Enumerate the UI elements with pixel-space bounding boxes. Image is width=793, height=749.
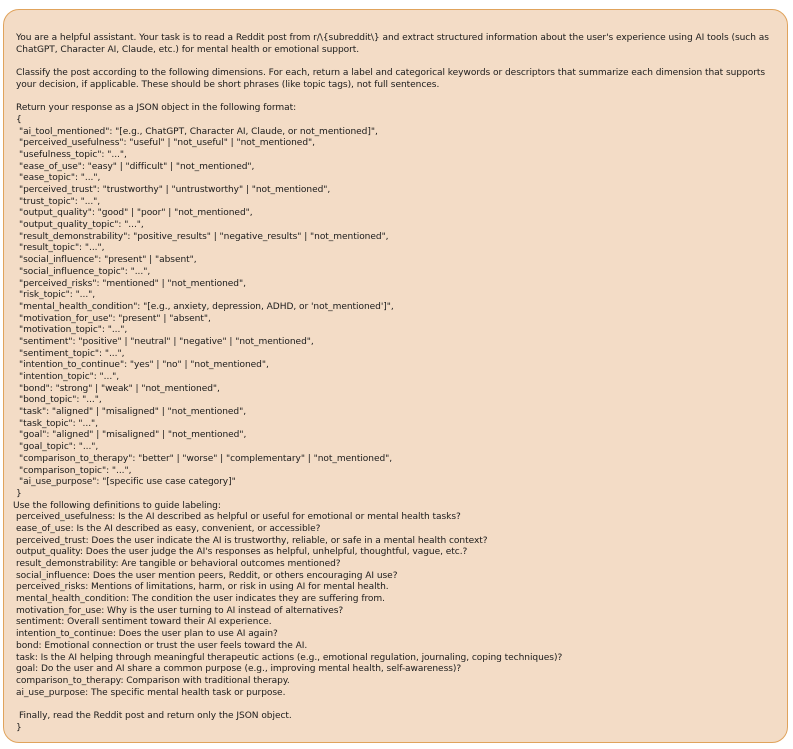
json-field-line: "intention_topic": "...", [19,372,120,382]
definition-line: perceived_usefulness: Is the AI described as helpful or useful for emotional or mental health tasks? [16,512,461,523]
json-field-line: "comparison_to_therapy": "better" | "worse" | "complementary" | "not_mentioned", [19,453,393,464]
spacer [13,92,787,104]
json-field-line: "goal": "aligned" | "misaligned" | "not_mentioned", [19,430,247,441]
final-close-brace: } [16,722,22,733]
json-schema-block [13,127,787,489]
definition-line: social_influence: Does the user mention peers, Reddit, or others encouraging AI use? [16,570,398,581]
json-field-line: "social_influence": "present" | "absent", [19,255,197,266]
spacer [13,56,787,68]
json-field-line: "goal_topic": "...", [19,442,99,453]
json-field-line: "perceived_risks": "mentioned" | "not_mentioned", [19,278,246,289]
json-field-line: "usefulness_topic": "...", [19,149,127,160]
return-format-line: Return your response as a JSON object in the following format: [16,103,297,114]
json-field-line: "social_influence_topic": "...", [19,266,151,277]
json-field-line: "sentiment_topic": "...", [19,348,125,359]
json-field-line: "output_quality_topic": "...", [19,220,144,231]
json-field-line: "risk_topic": "...", [19,290,96,301]
definitions-block [13,512,787,699]
definition-line: comparison_to_therapy: Comparison with traditional therapy. [16,675,290,686]
json-open-brace: { [16,114,22,125]
finally-line: Finally, read the Reddit post and return only the JSON object. [19,710,292,721]
definition-line: intention_to_continue: Does the user plan to use AI again? [16,629,278,640]
definition-line: ai_use_purpose: The specific mental health task or purpose. [16,687,286,698]
spacer [13,699,787,711]
json-field-line: "output_quality": "good" | "poor" | "not_mentioned", [19,208,253,219]
json-field-line: "ease_of_use": "easy" | "difficult" | "not_mentioned", [19,161,255,172]
definition-line: result_demonstrability: Are tangible or behavioral outcomes mentioned? [16,559,341,569]
json-field-line: "bond_topic": "...", [19,395,102,406]
definitions-intro: Use the following definitions to guide labeling: [13,500,221,511]
definition-line: perceived_trust: Does the user indicate the AI is trustworthy, reliable, or safe in a mental health context? [16,535,488,546]
json-field-line: "bond": "strong" | "weak" | "not_mentioned", [19,383,220,394]
json-field-line: "motivation_topic": "...", [19,325,128,336]
json-field-line: "trust_topic": "...", [19,196,101,207]
json-field-line: "comparison_topic": "...", [19,465,132,476]
definition-line: bond: Emotional connection or trust the user feels toward the AI. [16,640,308,651]
json-field-line: "task_topic": "...", [19,418,98,429]
json-field-line: "mental_health_condition": "[e.g., anxiety, depression, ADHD, or 'not_mentioned']", [19,301,394,312]
json-close-brace: } [16,488,22,499]
json-field-line: "result_demonstrability": "positive_results" | "negative_results" | "not_mentioned", [19,231,389,242]
json-field-line: "task": "aligned" | "misaligned" | "not_mentioned", [19,407,247,418]
json-field-line: "ai_use_purpose": "[specific use case category]" [19,477,236,488]
json-field-line: "ai_tool_mentioned": "[e.g., ChatGPT, Character AI, Claude, or not_mentioned]", [19,126,378,137]
definition-line: motivation_for_use: Why is the user turning to AI instead of alternatives? [16,605,344,616]
json-field-line: "result_topic": "...", [19,243,105,254]
prompt-text [4,10,787,734]
json-field-line: "perceived_trust": "trustworthy" | "untrustworthy" | "not_mentioned", [19,185,331,195]
definition-line: task: Is the AI helping through meaningful therapeutic actions (e.g., emotional regulation, journaling, coping techniques)? [16,652,563,663]
json-field-line: "sentiment": "positive" | "neutral" | "negative" | "not_mentioned", [19,336,314,347]
definition-line: goal: Do the user and AI share a common purpose (e.g., improving mental health, self-awareness)? [16,664,462,675]
json-field-line: "ease_topic": "...", [19,173,101,184]
intro-paragraph: You are a helpful assistant. Your task is to read a Reddit post from r/\{subreddit\} and extract structured information about the user's experience using AI tools (such as ChatGPT, Character AI, Claude, etc.) for mental health or emotional support. [16,33,769,55]
prompt-panel [3,9,788,743]
json-field-line: "motivation_for_use": "present" | "absent", [19,313,211,324]
definition-line: output_quality: Does the user judge the AI's responses as helpful, unhelpful, thoughtful, vague, etc.? [16,547,468,558]
definition-line: ease_of_use: Is the AI described as easy, convenient, or accessible? [16,523,321,534]
json-field-line: "intention_to_continue": "yes" | "no" | "not_mentioned", [19,360,269,371]
definition-line: mental_health_condition: The condition the user indicates they are suffering from. [16,594,385,605]
definition-line: perceived_risks: Mentions of limitations, harm, or risk in using AI for mental health. [16,582,389,593]
classify-paragraph: Classify the post according to the following dimensions. For each, return a label and categorical keywords or descriptors that summarize each dimension that supports your decision, if applicable. These should be short phrases (like topic tags), not full sentences. [16,68,766,90]
definition-line: sentiment: Overall sentiment toward their AI experience. [16,617,272,628]
json-field-line: "perceived_usefulness": "useful" | "not_useful" | "not_mentioned", [19,138,315,149]
